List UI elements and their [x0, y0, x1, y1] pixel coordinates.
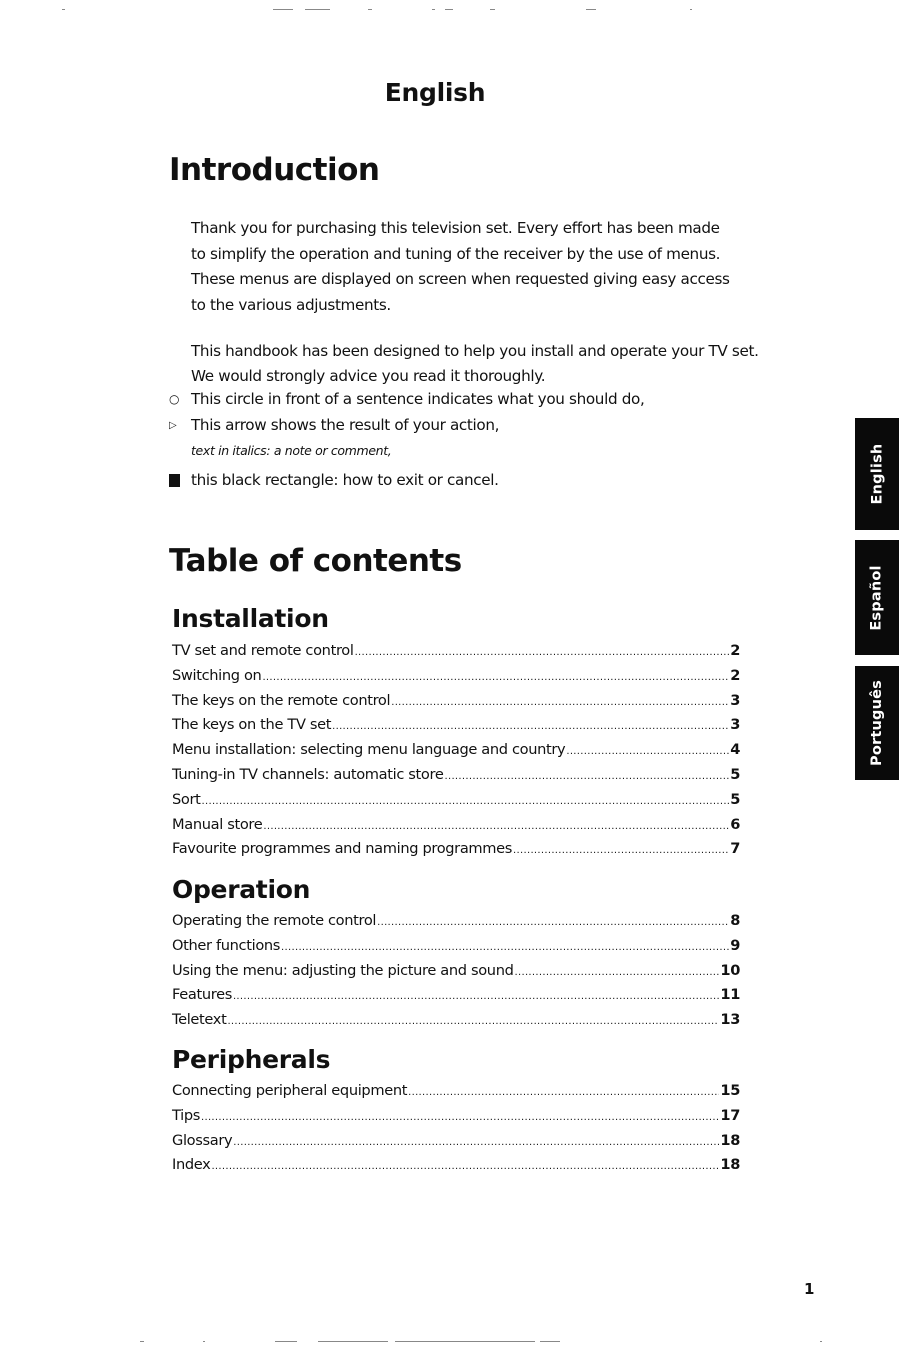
language-tab-portugues[interactable]: [855, 666, 899, 780]
text-line: to simplify the operation and tuning of the receiver by the use of menus.: [191, 244, 721, 263]
language-tab-espanol[interactable]: [855, 540, 899, 655]
legend-item-italics: [191, 443, 391, 458]
circle-icon: ○: [169, 392, 180, 406]
toc-entry-page: 18: [720, 1131, 740, 1149]
toc-entry[interactable]: [172, 741, 740, 766]
introduction-paragraph-2: [191, 339, 811, 389]
legend-item-rectangle: [169, 471, 499, 489]
toc-entry-title: Connecting peripheral equipment: [172, 1082, 408, 1099]
language-tab-label: Español: [869, 564, 886, 631]
toc-dot-leader: [262, 672, 729, 683]
toc-entry[interactable]: [172, 766, 740, 791]
toc-entry-title: Glossary: [172, 1131, 233, 1149]
toc-section-operation: [172, 912, 740, 1036]
toc-entry-title: TV set and remote control: [172, 642, 354, 659]
text-line: We would strongly advice you read it thoroughly.: [191, 367, 546, 385]
toc-entry-page: 8: [730, 912, 740, 929]
toc-entry[interactable]: [172, 716, 740, 741]
text-line: These menus are displayed on screen when requested giving easy access: [191, 270, 730, 288]
toc-entry-title: Manual store: [172, 815, 263, 833]
toc-entry[interactable]: [172, 912, 740, 937]
scan-artifacts-top: [0, 9, 911, 13]
toc-entry[interactable]: [172, 1107, 740, 1132]
introduction-paragraph-1: [191, 216, 791, 318]
legend-text: this black rectangle: how to exit or cancel.: [191, 471, 499, 489]
toc-entry-page: 13: [720, 1011, 740, 1029]
toc-dot-leader: [408, 1087, 719, 1098]
toc-entry[interactable]: [172, 816, 740, 841]
toc-dot-leader: [515, 967, 720, 978]
toc-section-heading-installation: Installation: [172, 604, 329, 633]
toc-entry-title: The keys on the remote control: [172, 691, 391, 709]
toc-entry[interactable]: [172, 1132, 740, 1157]
language-tab-label: Português: [869, 680, 885, 766]
toc-entry[interactable]: [172, 986, 740, 1011]
toc-entry-title: Teletext: [172, 1011, 227, 1029]
text-line: to the various adjustments.: [191, 295, 391, 314]
toc-entry-page: 5: [730, 790, 740, 808]
toc-entry-page: 4: [730, 741, 740, 759]
toc-section-installation: [172, 642, 740, 865]
toc-entry-page: 6: [730, 815, 740, 833]
toc-dot-leader: [377, 917, 729, 928]
toc-entry-page: 10: [720, 961, 740, 979]
language-tab-english[interactable]: [855, 418, 899, 530]
toc-entry-title: Features: [172, 986, 232, 1004]
toc-entry-title: Favourite programmes and naming programmes: [172, 840, 513, 858]
toc-dot-leader: [201, 1112, 719, 1123]
arrow-right-icon: ▷: [169, 419, 177, 431]
toc-section-heading-operation: Operation: [172, 875, 311, 904]
toc-entry-title: Index: [172, 1156, 211, 1174]
toc-dot-leader: [227, 1016, 719, 1027]
toc-entry-page: 15: [720, 1082, 740, 1099]
black-rectangle-icon: [169, 474, 180, 487]
toc-dot-leader: [233, 1137, 719, 1148]
toc-entry[interactable]: [172, 1011, 740, 1036]
toc-dot-leader: [566, 746, 729, 757]
toc-entry-title: Using the menu: adjusting the picture and sound: [172, 961, 514, 979]
toc-entry-title: Switching on: [172, 666, 262, 684]
legend-text: This circle in front of a sentence indicates what you should do,: [191, 390, 645, 408]
toc-entry-page: 2: [730, 642, 740, 659]
toc-entry-page: 7: [730, 840, 740, 858]
toc-entry-page: 3: [730, 716, 740, 734]
language-tab-label: English: [869, 443, 885, 505]
toc-entry-page: 18: [720, 1156, 740, 1174]
toc-entry-page: 11: [720, 986, 740, 1004]
text-line: This handbook has been designed to help you install and operate your TV set.: [191, 342, 759, 360]
page-language-title: English: [384, 78, 486, 107]
toc-entry-title: Operating the remote control: [172, 912, 377, 929]
toc-entry[interactable]: [172, 692, 740, 717]
toc-entry-title: Other functions: [172, 936, 281, 954]
toc-entry-title: Tuning-in TV channels: automatic store: [172, 765, 444, 783]
toc-entry-page: 5: [730, 765, 740, 783]
toc-entry[interactable]: [172, 1156, 740, 1181]
toc-dot-leader: [444, 771, 729, 782]
toc-section-heading-peripherals: Peripherals: [172, 1045, 331, 1074]
table-of-contents-heading: Table of contents: [169, 543, 462, 579]
legend-text: This arrow shows the result of your action,: [191, 416, 500, 434]
toc-entry-title: Menu installation: selecting menu language and country: [172, 741, 566, 759]
toc-section-peripherals: [172, 1082, 740, 1181]
toc-dot-leader: [281, 942, 729, 953]
introduction-heading: Introduction: [169, 152, 380, 188]
toc-entry-page: 2: [730, 666, 740, 684]
toc-entry[interactable]: [172, 667, 740, 692]
toc-entry[interactable]: [172, 791, 740, 816]
toc-entry-title: Sort: [172, 790, 201, 808]
legend-item-circle: [169, 390, 644, 408]
toc-entry-page: 9: [730, 936, 740, 954]
text-line: Thank you for purchasing this television set. Every effort has been made: [191, 219, 720, 237]
toc-dot-leader: [391, 697, 729, 708]
toc-entry[interactable]: [172, 642, 740, 667]
toc-dot-leader: [332, 721, 729, 732]
toc-entry[interactable]: [172, 937, 740, 962]
toc-entry[interactable]: [172, 840, 740, 865]
toc-dot-leader: [202, 796, 730, 807]
toc-dot-leader: [211, 1161, 719, 1172]
toc-entry-title: Tips: [172, 1106, 200, 1124]
toc-entry[interactable]: [172, 962, 740, 987]
legend-item-arrow: [169, 416, 499, 434]
toc-dot-leader: [263, 821, 729, 832]
scan-artifacts-bottom: [0, 1341, 911, 1345]
toc-dot-leader: [513, 845, 729, 856]
page-number: 1: [804, 1280, 815, 1298]
toc-entry[interactable]: [172, 1082, 740, 1107]
toc-dot-leader: [355, 647, 730, 658]
toc-entry-page: 3: [730, 691, 740, 709]
legend-text: text in italics: a note or comment,: [191, 443, 392, 458]
toc-entry-page: 17: [720, 1106, 740, 1124]
toc-entry-title: The keys on the TV set: [172, 716, 332, 734]
toc-dot-leader: [233, 991, 719, 1002]
